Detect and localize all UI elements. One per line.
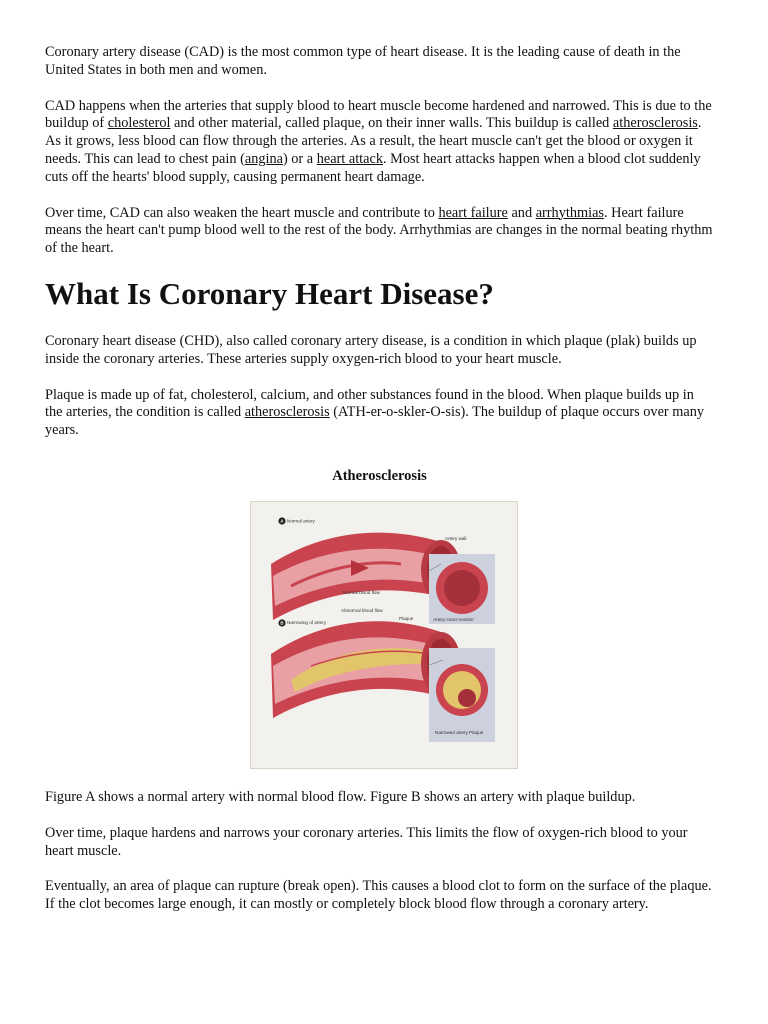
label-cross-section: Artery cross-section [433,616,474,622]
text: (ATH-er-o-skler-O-sis). The buildup of plaque occurs over many years. [45,404,705,439]
text: Plaque is made up of fat, cholesterol, calcium, and other substances found in the blood. When plaque builds up in the arteries, the condition is called [45,386,694,421]
paragraph-intro [45,44,714,80]
text: CAD happens when the arteries that supply blood to heart muscle become hardened and narrowed. This is due to the buildup of [45,97,712,132]
link-heart-failure[interactable]: heart failure [438,204,508,221]
paragraph-plaque-hardens [45,825,714,861]
text: Eventually, an area of plaque can rupture (break open). This causes a blood clot to form on the surface of the plaque. If the clot becomes large enough, it can mostly or completely block blood flow through a coronary artery. [45,878,712,913]
label-narrowed-artery: Narrowed artery [435,729,468,735]
text: and [507,204,536,221]
text: . Heart failure means the heart can't pump blood well to the rest of the body. Arrhythmias are changes in the normal beating rhythm of the heart. [45,204,713,257]
label-artery-wall: Artery wall [445,535,467,541]
paragraph-heart-failure [45,205,714,258]
label-plaque: Plaque [399,615,414,621]
link-cholesterol[interactable]: cholesterol [107,115,171,132]
link-arrhythmias[interactable]: arrhythmias [535,204,604,221]
badge-a-letter: A [280,518,284,524]
figure-title: Atherosclerosis [332,467,427,484]
label-plaque-2: Plaque [469,729,484,735]
section-heading: What Is Coronary Heart Disease? [45,275,494,311]
text: Figure A shows a normal artery with normal blood flow. Figure B shows an artery with plaque buildup. [45,788,636,805]
atherosclerosis-figure [250,501,518,769]
link-angina[interactable]: angina [244,150,283,167]
link-atherosclerosis-2[interactable]: atherosclerosis [244,404,330,421]
label-narrowing: Narrowing of artery [287,619,327,625]
artery-illustration [251,502,517,768]
label-abnormal-flow: Abnormal blood flow [341,607,383,613]
label-normal-flow: Normal blood flow [343,589,380,595]
text: . As it grows, less blood can flow through the arteries. As a result, the heart muscle can't get the blood or oxygen it needs. This can lead to chest pain ( [45,115,702,167]
paragraph-rupture [45,878,714,914]
text: and other material, called plaque, on their inner walls. This buildup is called [170,115,613,132]
paragraph-plaque [45,387,714,440]
text: Coronary heart disease (CHD), also called coronary artery disease, is a condition in which plaque (plak) builds up inside the coronary arteries. These arteries supply oxygen-rich blood to your heart muscle. [45,332,697,367]
link-atherosclerosis[interactable]: atherosclerosis [612,115,698,132]
paragraph-cad [45,98,714,187]
text: ) or a [282,150,317,167]
paragraph-chd [45,333,714,369]
badge-b-letter: B [280,620,284,626]
text: . Most heart attacks happen when a blood clot suddenly cuts off the hearts' blood supply, causing permanent heart damage. [45,150,701,185]
text: Coronary artery disease (CAD) is the most common type of heart disease. It is the leading cause of death in the United States in both men and women. [45,44,681,78]
link-heart-attack[interactable]: heart attack [316,150,383,167]
label-normal-artery: Normal artery [287,518,315,524]
paragraph-figure-caption [45,789,714,807]
text: Over time, plaque hardens and narrows your coronary arteries. This limits the flow of oxygen-rich blood to your heart muscle. [45,824,688,859]
text: Over time, CAD can also weaken the heart muscle and contribute to [45,204,439,221]
